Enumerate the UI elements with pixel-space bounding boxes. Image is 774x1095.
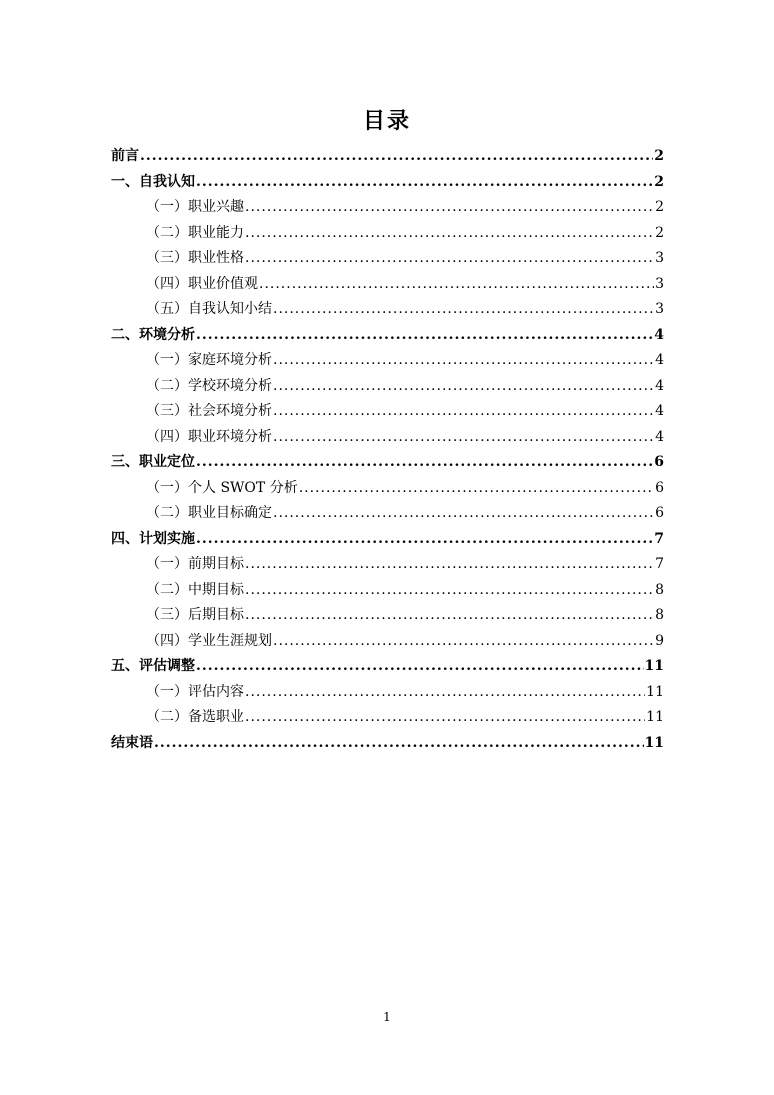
toc-entry-text: （三）社会环境分析 [146,403,272,419]
toc-entry-text: 结束语 [111,734,153,751]
toc-entry-mid-goal[interactable] [111,578,664,604]
toc-entry-plan-implementation[interactable] [111,527,664,553]
toc-entry-page: 6 [654,454,664,470]
toc-entry-page: 3 [655,275,664,292]
toc-dot-leader [154,731,644,757]
toc-entry-page: 8 [655,581,664,598]
toc-entry-text: 五、评估调整 [111,658,195,674]
toc-entry-page: 4 [654,326,664,343]
toc-dot-leader [273,297,654,323]
toc-entry-text: 三、职业定位 [111,454,195,470]
toc-entry-page: 6 [655,479,664,496]
toc-entry-career-goal[interactable] [111,501,664,527]
toc-entry-page: 11 [644,734,664,751]
toc-entry-page: 11 [646,709,664,725]
toc-dot-leader [273,425,654,451]
toc-entry-text: （四）职业价值观 [146,275,258,292]
toc-dot-leader [273,501,654,527]
toc-entry-page: 2 [654,148,664,164]
toc-entry-page: 11 [644,658,664,674]
toc-entry-text: （三）后期目标 [146,607,244,623]
toc-entry-page: 3 [655,250,664,266]
toc-dot-leader [245,195,654,221]
toc-entry-career-ability[interactable] [111,221,664,247]
toc-entry-text: （一）个人 SWOT 分析 [146,479,298,496]
toc-dot-leader [299,476,654,502]
toc-dot-leader [273,374,654,400]
toc-entry-page: 8 [655,607,664,623]
toc-entry-evaluation-adjustment[interactable] [111,654,664,680]
toc-entry-page: 2 [655,199,664,215]
toc-entry-page: 2 [655,224,664,241]
toc-entry-conclusion[interactable] [111,731,664,757]
toc-dot-leader [196,323,653,349]
toc-entry-text: （一）家庭环境分析 [146,352,272,368]
toc-entry-preface[interactable] [111,144,664,170]
toc-entry-family-environment[interactable] [111,348,664,374]
toc-dot-leader [140,144,653,170]
toc-entry-page: 7 [654,530,664,547]
toc-entry-text: 四、计划实施 [111,530,195,547]
toc-entry-text: （一）评估内容 [146,683,244,700]
toc-entry-text: （二）学校环境分析 [146,377,272,394]
toc-entry-text: 二、环境分析 [111,326,195,343]
toc-dot-leader [273,629,654,655]
toc-entry-page: 4 [655,352,664,368]
toc-entry-text: （三）职业性格 [146,250,244,266]
toc-entry-career-values[interactable] [111,272,664,298]
toc-entry-alternative-career[interactable] [111,705,664,731]
toc-entry-swot-analysis[interactable] [111,476,664,502]
toc-entry-page: 9 [655,632,664,649]
toc-entry-early-goal[interactable] [111,552,664,578]
toc-dot-leader [273,348,654,374]
toc-dot-leader [196,654,644,680]
toc-entry-career-positioning[interactable] [111,450,664,476]
toc-dot-leader [259,272,654,298]
toc-entry-career-environment[interactable] [111,425,664,451]
toc-entry-late-goal[interactable] [111,603,664,629]
toc-entry-page: 3 [655,301,664,317]
toc-entry-page: 6 [655,505,664,521]
toc-entry-text: （二）备选职业 [146,709,244,725]
toc-dot-leader [245,246,654,272]
toc-entry-text: （二）中期目标 [146,581,244,598]
toc-entry-self-awareness-summary[interactable] [111,297,664,323]
toc-entry-page: 7 [655,556,664,572]
toc-entry-page: 11 [646,683,664,700]
toc-entry-text: （二）职业目标确定 [146,505,272,521]
toc-entry-text: 前言 [111,148,139,164]
toc-dot-leader [196,450,653,476]
toc-entry-text: （五）自我认知小结 [146,301,272,317]
toc-entry-page: 4 [655,403,664,419]
toc-entry-self-awareness[interactable] [111,170,664,196]
toc-entry-career-interest[interactable] [111,195,664,221]
toc-dot-leader [196,170,653,196]
toc-dot-leader [245,578,654,604]
toc-dot-leader [245,680,645,706]
table-of-contents [111,144,664,756]
toc-entry-school-environment[interactable] [111,374,664,400]
toc-title: 目录 [362,108,411,134]
toc-entry-text: （一）前期目标 [146,556,244,572]
toc-entry-social-environment[interactable] [111,399,664,425]
toc-entry-text: （二）职业能力 [146,224,244,241]
toc-entry-text: （一）职业兴趣 [146,199,244,215]
toc-entry-academic-planning[interactable] [111,629,664,655]
toc-dot-leader [273,399,654,425]
toc-entry-career-personality[interactable] [111,246,664,272]
page-number: 1 [383,1010,391,1024]
toc-dot-leader [245,221,654,247]
toc-dot-leader [196,527,653,553]
toc-dot-leader [245,705,645,731]
toc-entry-text: （四）职业环境分析 [146,428,272,445]
toc-dot-leader [245,552,654,578]
toc-entry-text: 一、自我认知 [111,173,195,190]
toc-entry-page: 4 [655,377,664,394]
toc-dot-leader [245,603,654,629]
toc-entry-text: （四）学业生涯规划 [146,632,272,649]
toc-entry-evaluation-content[interactable] [111,680,664,706]
toc-entry-page: 4 [655,428,664,445]
toc-entry-page: 2 [654,173,664,190]
toc-entry-environment-analysis[interactable] [111,323,664,349]
